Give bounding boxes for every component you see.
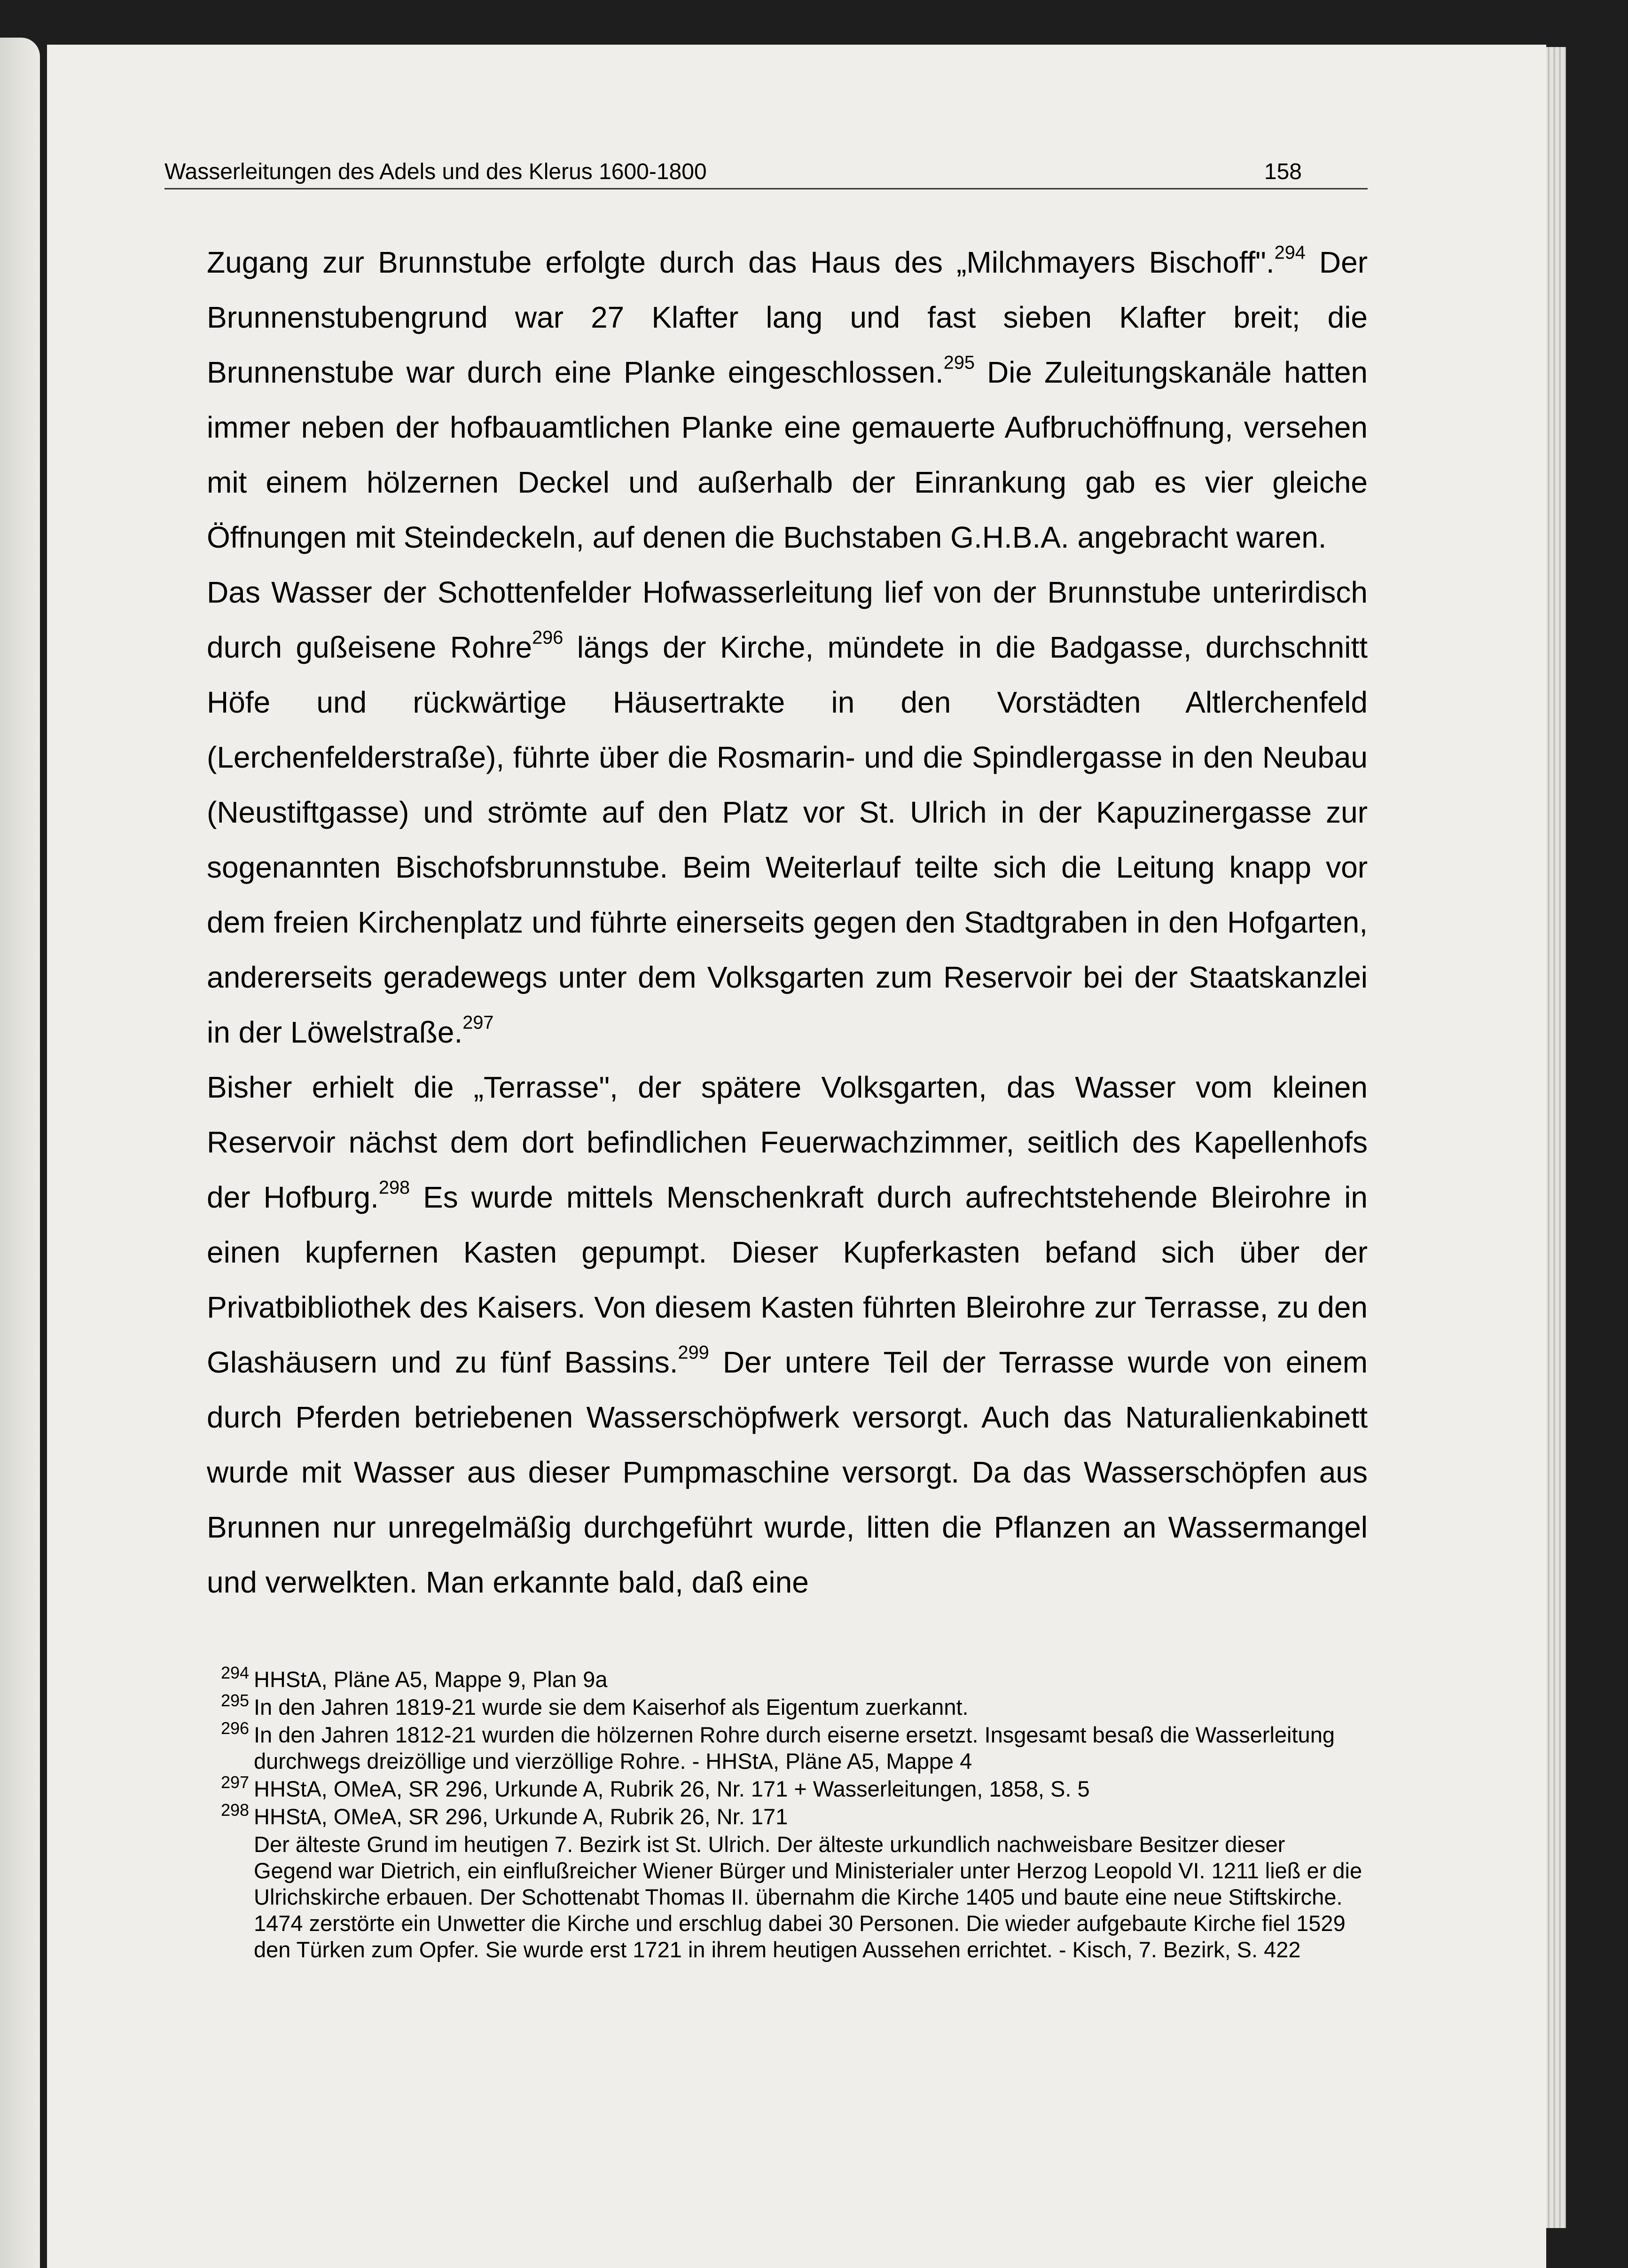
- footnote: [221, 1773, 1368, 1802]
- text-run: Die Zuleitungskanäle hatten immer neben der hofbauamtlichen Planke eine gemauerte Aufbruchöffnung, versehen mit einem hölzernen Deckel und außerhalb der Einrankung gab es vier gleiche Öffnungen mit Steindeckeln, auf denen die Buchstaben G.H.B.A. angebracht waren.: [207, 355, 1368, 554]
- footnote-text: HHStA, Pläne A5, Mappe 9, Plan 9a: [254, 1667, 608, 1692]
- body-text: [207, 235, 1368, 1610]
- running-header: [164, 155, 1368, 189]
- text-run: Das Wasser der Schottenfelder Hofwasserleitung lief von der Brunnstube unterirdisch durch gußeisene Rohre: [207, 575, 1368, 664]
- footnote-text: HHStA, OMeA, SR 296, Urkunde A, Rubrik 26, Nr. 171 + Wasserleitungen, 1858, S. 5: [254, 1776, 1090, 1801]
- footnote: [221, 1663, 1368, 1693]
- footnote-number: 294: [221, 1663, 250, 1682]
- running-title: Wasserleitungen des Adels und des Klerus 1600-1800: [164, 159, 707, 184]
- footnote: [221, 1719, 1368, 1774]
- text-run: Bisher erhielt die „Terrasse", der spätere Volksgarten, das Wasser vom kleinen Reservoir nächst dem dort befindlichen Feuerwachzimmer, seitlich des Kapellenhofs der Hofburg.: [207, 1070, 1368, 1214]
- footnote-number: 297: [221, 1773, 250, 1792]
- footnote: [221, 1800, 1368, 1830]
- footnote-continuation: [235, 1831, 1368, 1963]
- footnote-number: 295: [221, 1691, 250, 1710]
- text-run: längs der Kirche, mündete in die Badgasse, durchschnitt Höfe und rückwärtige Häusertrakte in den Vorstädten Altlerchenfeld (Lerchenfelderstraße), führte über die Rosmarin- und die Spindlergasse in den Neubau (Neustiftgasse) und strömte auf den Platz vor St. Ulrich in der Kapuzinergasse zur sogenannten Bischofsbrunnstube. Beim Weiterlauf teilte sich die Leitung knapp vor dem freien Kirchenplatz und führte einerseits gegen den Stadtgraben in den Hofgarten, andererseits geradewegs unter dem Volksgarten zum Reservoir bei der Staatskanzlei in der Löwelstraße.: [207, 630, 1368, 1049]
- footnotes: [221, 1663, 1368, 1964]
- text-run: Der untere Teil der Terrasse wurde von einem durch Pferden betriebenen Wasserschöpfwerk versorgt. Auch das Naturalienkabinett wurde mit Wasser aus dieser Pumpmaschine versorgt. Da das Wasserschöpfen aus Brunnen nur unregelmäßig durchgeführt wurde, litten die Pflanzen an Wassermangel und verwelkten. Man erkannte bald, daß eine: [207, 1345, 1368, 1599]
- paragraph-1: [207, 235, 1368, 565]
- footnote-text: Der älteste Grund im heutigen 7. Bezirk ist St. Ulrich. Der älteste urkundlich nachweisbare Besitzer dieser Gegend war Dietrich, ein einflußreicher Wiener Bürger und Ministerialer unter Herzog Leopold VI. 1211 ließ er die Ulrichskirche erbauen. Der Schottenabt Thomas II. übernahm die Kirche 1405 und baute eine neue Stiftskirche. 1474 zerstörte ein Unwetter die Kirche und erschlug dabei 30 Personen. Die wieder aufgebaute Kirche fiel 1529 den Türken zum Opfer. Sie wurde erst 1721 in ihrem heutigen Aussehen errichtet. - Kisch, 7. Bezirk, S. 422: [254, 1832, 1362, 1962]
- footnote-ref: 299: [678, 1342, 709, 1363]
- footnote-text: In den Jahren 1812-21 wurden die hölzernen Rohre durch eiserne ersetzt. Insgesamt besaß die Wasserleitung durchwegs dreizöllige und vierzöllige Rohre. - HHStA, Pläne A5, Mappe 4: [254, 1722, 1335, 1774]
- left-page-edge: [0, 38, 40, 2268]
- text-run: Es wurde mittels Menschenkraft durch aufrechtstehende Bleirohre in einen kupfernen Kasten gepumpt. Dieser Kupferkasten befand sich über der Privatbibliothek des Kaisers. Von diesem Kasten führten Bleirohre zur Terrasse, zu den Glashäusern und zu fünf Bassins.: [207, 1180, 1368, 1379]
- text-run: Der Brunnenstubengrund war 27 Klafter lang und fast sieben Klafter breit; die Brunnenstube war durch eine Planke eingeschlossen.: [207, 245, 1368, 389]
- footnote-number: 296: [221, 1719, 250, 1738]
- footnote-text: In den Jahren 1819-21 wurde sie dem Kaiserhof als Eigentum zuerkannt.: [254, 1695, 969, 1719]
- footnote-text: HHStA, OMeA, SR 296, Urkunde A, Rubrik 26, Nr. 171: [254, 1804, 788, 1829]
- footnote-ref: 298: [378, 1177, 410, 1198]
- footnote-ref: 297: [462, 1012, 494, 1033]
- footnote-number: 298: [221, 1800, 250, 1820]
- page-number: 158: [1264, 159, 1302, 184]
- footnote-ref: 295: [943, 352, 975, 373]
- paragraph-3: [207, 1060, 1368, 1610]
- paragraph-2: [207, 565, 1368, 1060]
- footnote: [221, 1691, 1368, 1720]
- footnote-ref: 294: [1274, 242, 1306, 263]
- text-run: Zugang zur Brunnstube erfolgte durch das Haus des „Milchmayers Bischoff".: [207, 245, 1275, 279]
- footnote-ref: 296: [532, 627, 564, 648]
